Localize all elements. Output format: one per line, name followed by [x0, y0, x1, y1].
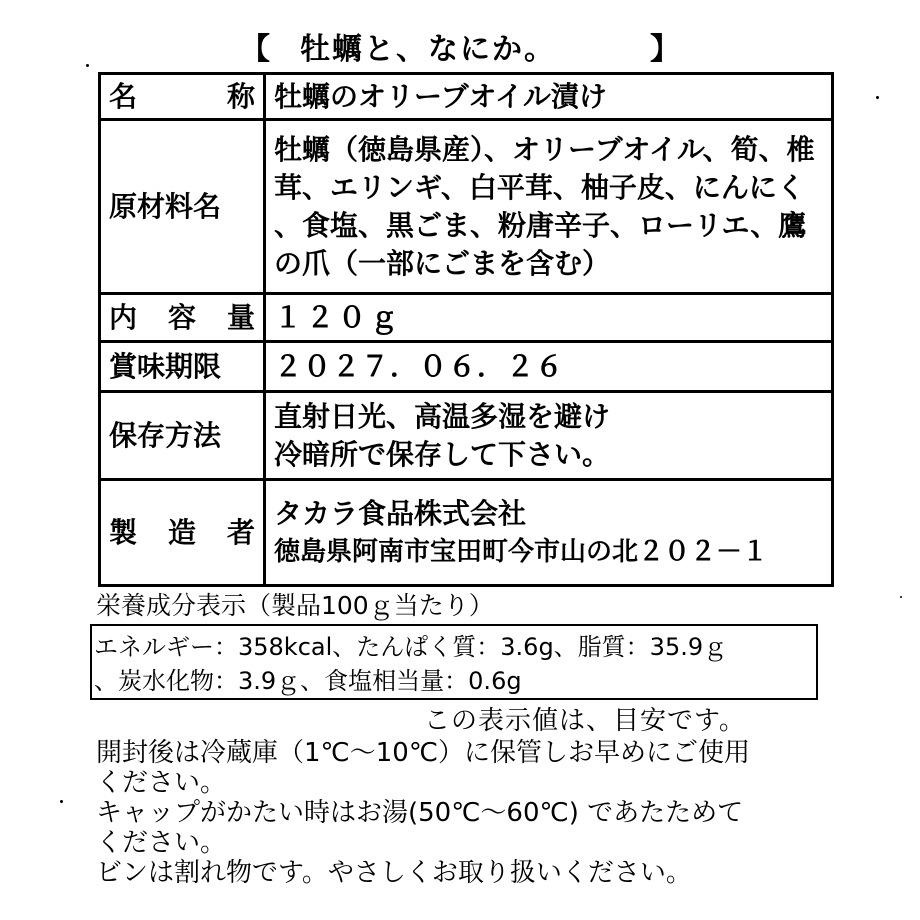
storage-line: 冷暗所で保存して下さい。	[274, 437, 611, 471]
maker-address: 徳島県阿南市宝田町今市山の北２０２－１	[274, 536, 769, 567]
nutrition-box	[90, 624, 818, 700]
ingredients-line: 牡蠣（徳島県産）、オリーブオイル、筍、椎	[274, 132, 815, 166]
name-label	[100, 74, 265, 120]
expiry-label: 賞味期限	[100, 342, 265, 392]
handling-notes	[96, 738, 836, 888]
note-line: ください。	[96, 768, 227, 798]
storage-label: 保存方法	[100, 392, 265, 480]
ingredients-line: 茸、エリンギ、白平茸、柚子皮、にんにく	[274, 170, 805, 204]
note-line: ビンは割れ物です。やさしくお取り扱いください。	[96, 858, 692, 888]
spec-row-maker	[100, 480, 833, 586]
storage-line: 直射日光、高温多湿を避け	[274, 399, 611, 433]
ingredients-line: 、食塩、黒ごま、粉唐辛子、ローリエ、鷹	[274, 208, 807, 242]
nutrition-heading: 栄養成分表示（製品100ｇ当たり）	[96, 591, 494, 620]
content-label-char: 量	[226, 300, 255, 334]
nutrition-line: 、炭水化物：3.9ｇ、食塩相当量：0.6g	[94, 667, 522, 695]
product-spec-table	[98, 72, 834, 587]
maker-company: タカラ食品株式会社	[274, 496, 527, 530]
maker-label-char: 者	[226, 515, 255, 549]
expiry-value: ２０２７．０６．２６	[265, 342, 833, 392]
title-bracket-right: 】	[650, 32, 680, 67]
content-label-char: 内	[109, 300, 138, 334]
spec-row-name	[100, 74, 833, 120]
spec-row-expiry	[100, 342, 833, 392]
name-label-char: 名	[109, 79, 138, 113]
maker-value	[265, 480, 833, 586]
ingredients-value	[265, 120, 833, 294]
ingredients-label: 原材料名	[100, 120, 265, 294]
spec-row-content	[100, 294, 833, 342]
scan-speck	[876, 96, 879, 99]
note-line: キャップがかたい時はお湯(50℃～60℃) であたためて	[96, 798, 744, 828]
maker-label-char: 造	[167, 515, 196, 549]
maker-label	[100, 480, 265, 586]
name-label-char: 称	[226, 79, 255, 113]
nutrition-approx-note: この表示値は、目安です。	[424, 706, 746, 736]
scan-speck	[86, 64, 89, 67]
storage-value	[265, 392, 833, 480]
nutrition-line: エネルギー：358kcal、たんぱく質：3.6g、脂質：35.9ｇ	[94, 633, 728, 661]
title-text: 牡蠣と、なにか。	[300, 32, 556, 67]
scan-speck	[60, 800, 63, 803]
spec-row-storage	[100, 392, 833, 480]
maker-label-char: 製	[109, 515, 138, 549]
title-bracket-left: 【	[240, 32, 270, 67]
spec-row-ingredients	[100, 120, 833, 294]
name-value: 牡蠣のオリーブオイル漬け	[265, 74, 833, 120]
content-label-char: 容	[167, 300, 196, 334]
note-line: 開封後は冷蔵庫（1℃～10℃）に保管しお早めにご使用	[96, 738, 751, 768]
scan-speck	[900, 596, 902, 598]
content-label	[100, 294, 265, 342]
label-title	[240, 30, 680, 70]
ingredients-line: の爪（一部にごまを含む）	[274, 246, 611, 280]
content-value: １２０ｇ	[265, 294, 833, 342]
note-line: ください。	[96, 828, 227, 858]
